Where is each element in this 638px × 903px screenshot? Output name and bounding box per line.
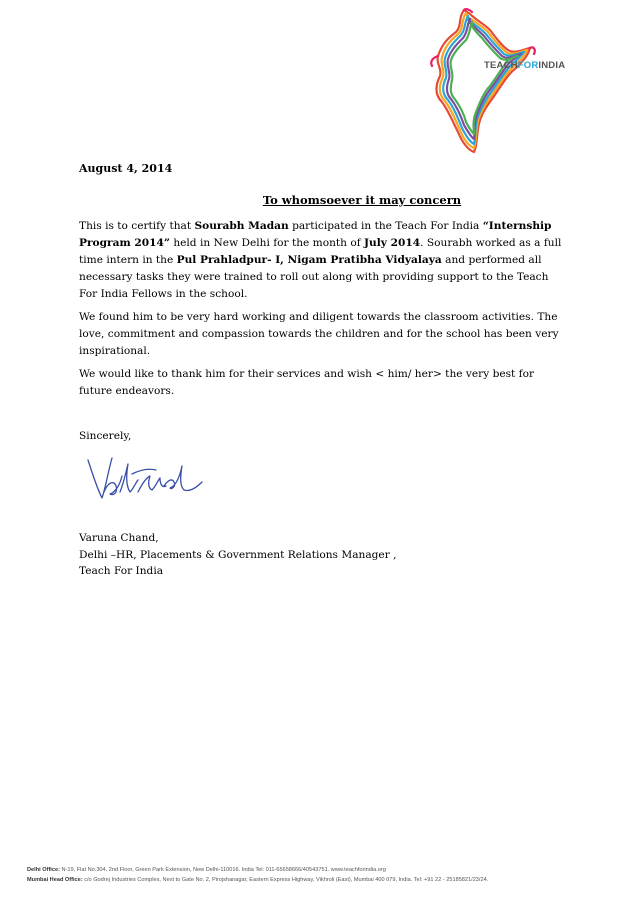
school-name: Pul Prahladpur- I, Nigam Pratibha Vidyalaya [176, 254, 442, 266]
teach-for-india-logo [418, 4, 538, 154]
logo-text-for: FOR [517, 60, 539, 71]
mumbai-office-label: Mumbai Head Office: [27, 876, 83, 883]
footer-addresses [27, 866, 627, 885]
logo-wordmark [484, 60, 565, 71]
footer-mumbai-office [27, 876, 627, 886]
paragraph-thanks: We would like to thank him for their services and wish < him/ her> the very best for future endeavors. [79, 368, 535, 397]
delhi-office-text: N-19, Flat No.304, 2nd Floor, Green Park Extension, New Delhi-110016. India Tel: 011-65658666/40543751. www.teachforindia.org [59, 867, 386, 873]
signer-title: Delhi –HR, Placements & Government Relations Manager , [79, 548, 397, 561]
letter-date: August 4, 2014 [79, 162, 173, 175]
delhi-office-label: Delhi Office: [27, 867, 60, 873]
intern-name: Sourabh Madan [194, 220, 289, 232]
letter-body [79, 218, 569, 406]
subject-text: To whomsoever it may concern [262, 193, 462, 207]
p1-text-3: held in New Delhi for the month of [169, 237, 365, 249]
paragraph-evaluation: We found him to be very hard working and diligent towards the classroom activities. The love, commitment and compassion towards the children and for the school has been very inspirational. [79, 311, 559, 357]
letter-subject [0, 193, 638, 207]
footer-delhi-office [27, 866, 627, 876]
paragraph-certification [79, 218, 569, 303]
letter-closing: Sincerely, [79, 430, 132, 442]
handwritten-signature-icon [86, 452, 206, 512]
program-name: “Internship Program 2014” [79, 220, 552, 249]
mumbai-office-text: c/o Godrej Industries Complex, Next to Gate No. 2, Pirojshanagar, Eastern Express Highway, Vikhroli (East), Mumbai 400 079, India. Tel: +91 22 - 25185821/23/24. [82, 876, 489, 883]
india-map-icon [418, 4, 538, 154]
signer-name: Varuna Chand, [79, 532, 159, 544]
signer-block [79, 530, 397, 580]
signature [86, 452, 206, 512]
p1-text-1: This is to certify that [79, 220, 195, 232]
p1-text-2: participated in the Teach For India [288, 220, 483, 232]
program-month: July 2014 [364, 237, 421, 249]
p1-text-4: . Sourabh worked as a full time intern in the [79, 237, 562, 266]
signer-organization: Teach For India [79, 565, 164, 577]
p1-text-5: and performed all necessary tasks they were trained to roll out along with providing support to the Teach For India Fellows in the school. [79, 254, 549, 300]
logo-text-india: INDIA [538, 60, 566, 71]
logo-text-teach: TEACH [484, 60, 518, 71]
